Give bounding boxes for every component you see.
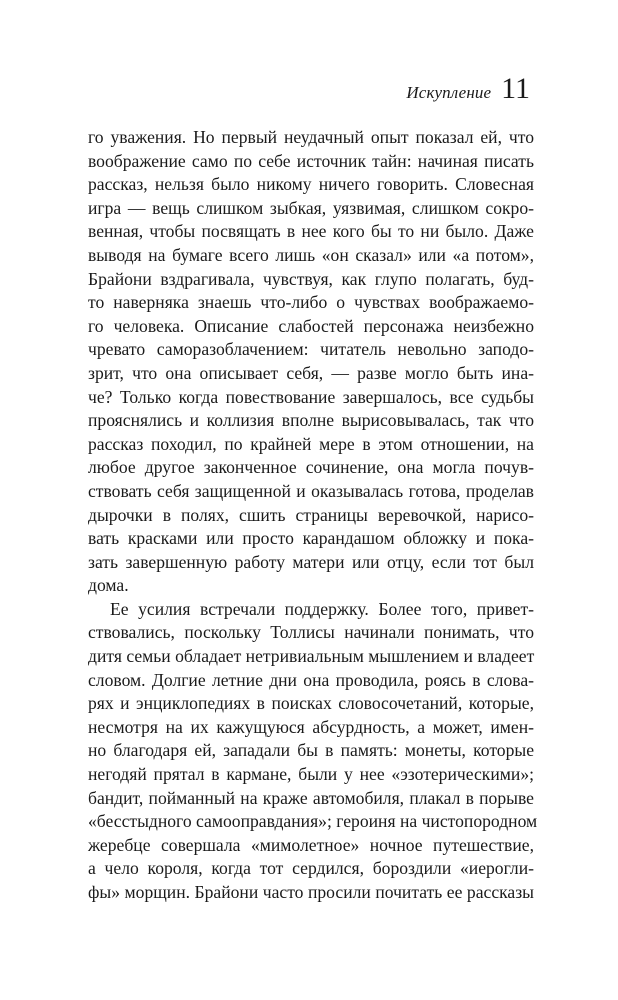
text-line: любое другое законченное сочинение, она могла почув- (88, 457, 534, 478)
page-number: 11 (501, 72, 530, 105)
text-line: бандит, пойманный на краже автомобиля, плакал в порыве (88, 787, 534, 808)
text-line: че? Только когда повествование завершалось, все судьбы (88, 386, 534, 407)
text-line: игра — вещь слишком зыбкая, уязвимая, слишком сокро- (88, 197, 534, 218)
text-line: дырочки в полях, сшить страницы веревочкой, нарисо- (88, 504, 534, 525)
text-line: «бесстыдного самооправдания»; героиня на чистопородном (88, 811, 538, 832)
text-line: венная, чтобы посвящать в нее кого бы то ни было. Даже (88, 221, 534, 242)
body-text (88, 126, 538, 905)
text-line: рях и энциклопедиях в поисках словосочетаний, которые, (88, 693, 534, 714)
text-line: негодяй прятал в кармане, были у нее «эзотерическими»; (88, 764, 534, 785)
text-line: жеребце совершала «мимолетное» ночное путешествие, (88, 834, 534, 855)
text-line: дома. (88, 575, 129, 596)
text-line: го человека. Описание слабостей персонажа неизбежно (88, 315, 534, 336)
text-line: чревато саморазоблачением: читатель невольно заподо- (88, 339, 534, 360)
text-line: словом. Долгие летние дни она проводила, роясь в слова- (88, 669, 534, 690)
text-line: рассказ походил, по крайней мере в этом отношении, на (88, 433, 534, 454)
text-line: Ее усилия встречали поддержку. Более того, привет- (110, 598, 534, 619)
text-line: рассказ, нельзя было никому ничего говорить. Словесная (88, 174, 534, 195)
text-line: зать завершенную работу матери или отцу, если тот был (88, 551, 534, 572)
text-line: вать красками или просто карандашом обложку и пока- (88, 528, 534, 549)
text-line: зрит, что она описывает себя, — разве могло быть ина- (88, 362, 534, 383)
text-line: ствовать себя защищенной и оказывалась готова, проделав (88, 480, 534, 501)
text-line: а чело короля, когда тот сердился, бороздили «иерогли- (88, 858, 534, 879)
text-line: ствовались, поскольку Толлисы начинали понимать, что (88, 622, 534, 643)
text-line: выводя на бумаге всего лишь «он сказал» или «а потом», (88, 244, 534, 265)
text-line: Брайони вздрагивала, чувствуя, как глупо полагать, буд- (88, 268, 534, 289)
text-line: то наверняка знаешь что-либо о чувствах воображаемо- (88, 292, 534, 313)
running-title: Искупление (406, 83, 492, 102)
text-line: дитя семьи обладает нетривиальным мышлением и владеет (88, 646, 535, 667)
text-line: но благодаря ей, западали бы в память: монеты, которые (88, 740, 534, 761)
text-line: го уважения. Но первый неудачный опыт показал ей, что (88, 127, 534, 147)
text-line: прояснялись и коллизия вполне вырисовывалась, так что (88, 410, 534, 431)
text-line: несмотря на их кажущуюся абсурдность, а может, имен- (88, 716, 534, 737)
text-line: воображение само по себе источник тайн: начиная писать (88, 150, 534, 171)
page-header (406, 74, 530, 104)
text-line: фы» морщин. Брайони часто просили почитать ее рассказы (88, 882, 534, 902)
